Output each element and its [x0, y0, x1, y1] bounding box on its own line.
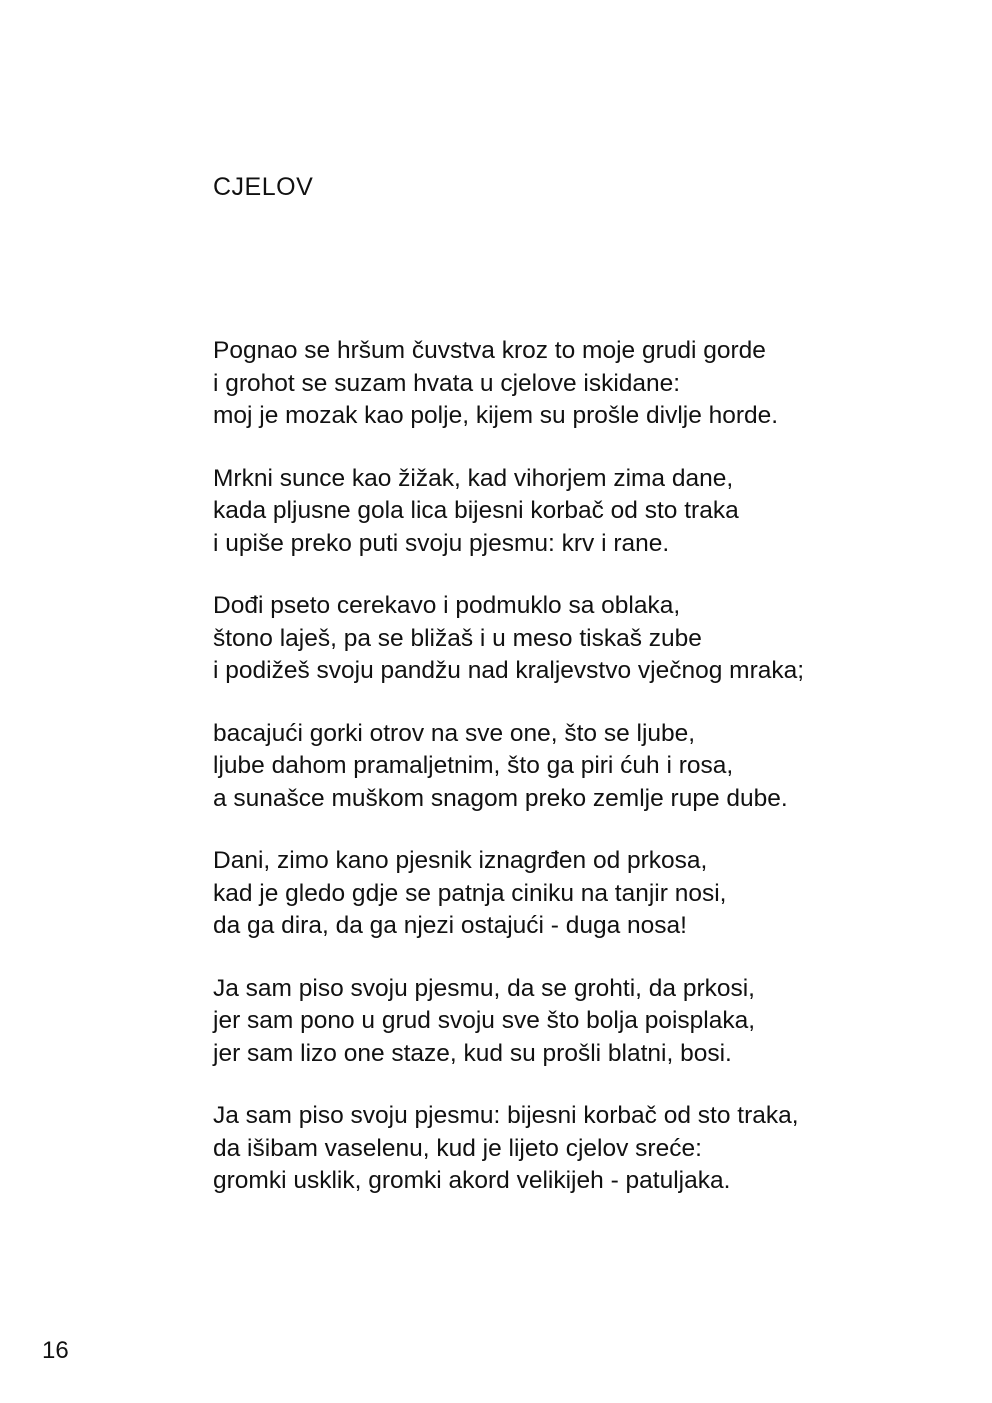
- poem-body: [213, 335, 953, 1228]
- stanza-5: [213, 845, 953, 943]
- verse-line: moj je mozak kao polje, kijem su prošle divlje horde.: [213, 402, 779, 429]
- stanza-1: [213, 335, 953, 433]
- stanza-2: [213, 463, 953, 561]
- stanza-7: [213, 1100, 953, 1198]
- verse-line: kad je gledo gdje se patnja ciniku na tanjir nosi,: [213, 879, 727, 907]
- stanza-6: [213, 973, 953, 1071]
- verse-line: jer sam lizo one staze, kud su prošli blatni, bosi.: [213, 1039, 732, 1067]
- verse-line: Ja sam piso svoju pjesmu: bijesni korbač od sto traka,: [213, 1102, 799, 1129]
- poem-title: CJELOV: [213, 173, 314, 201]
- verse-line: Dani, zimo kano pjesnik iznagrđen od prkosa,: [213, 847, 708, 874]
- verse-line: da išibam vaselenu, kud je lijeto cjelov sreće:: [213, 1134, 702, 1162]
- verse-line: da ga dira, da ga njezi ostajući - duga nosa!: [213, 912, 687, 939]
- verse-line: i podižeš svoju pandžu nad kraljevstvo vječnog mraka;: [213, 657, 805, 684]
- verse-line: jer sam pono u grud svoju sve što bolja poisplaka,: [213, 1007, 756, 1034]
- stanza-4: [213, 718, 953, 816]
- verse-line: i grohot se suzam hvata u cjelove iskidane:: [213, 369, 681, 397]
- verse-line: Pognao se hršum čuvstva kroz to moje grudi gorde: [213, 337, 766, 364]
- verse-line: Ja sam piso svoju pjesmu, da se grohti, da prkosi,: [213, 974, 755, 1002]
- verse-line: ljube dahom pramaljetnim, što ga piri ćuh i rosa,: [213, 752, 734, 779]
- stanza-3: [213, 590, 953, 688]
- verse-line: bacajući gorki otrov na sve one, što se ljube,: [213, 719, 696, 747]
- verse-line: štono laješ, pa se bližaš i u meso tiskaš zube: [213, 624, 702, 652]
- verse-line: kada pljusne gola lica bijesni korbač od sto traka: [213, 497, 739, 524]
- verse-line: a sunašce muškom snagom preko zemlje rupe dube.: [213, 784, 788, 812]
- verse-line: gromki usklik, gromki akord velikijeh - patuljaka.: [213, 1167, 731, 1194]
- page-number: 16: [42, 1337, 69, 1364]
- verse-line: i upiše preko puti svoju pjesmu: krv i rane.: [213, 529, 670, 557]
- verse-line: Mrkni sunce kao žižak, kad vihorjem zima dane,: [213, 464, 734, 492]
- verse-line: Dođi pseto cerekavo i podmuklo sa oblaka,: [213, 592, 681, 619]
